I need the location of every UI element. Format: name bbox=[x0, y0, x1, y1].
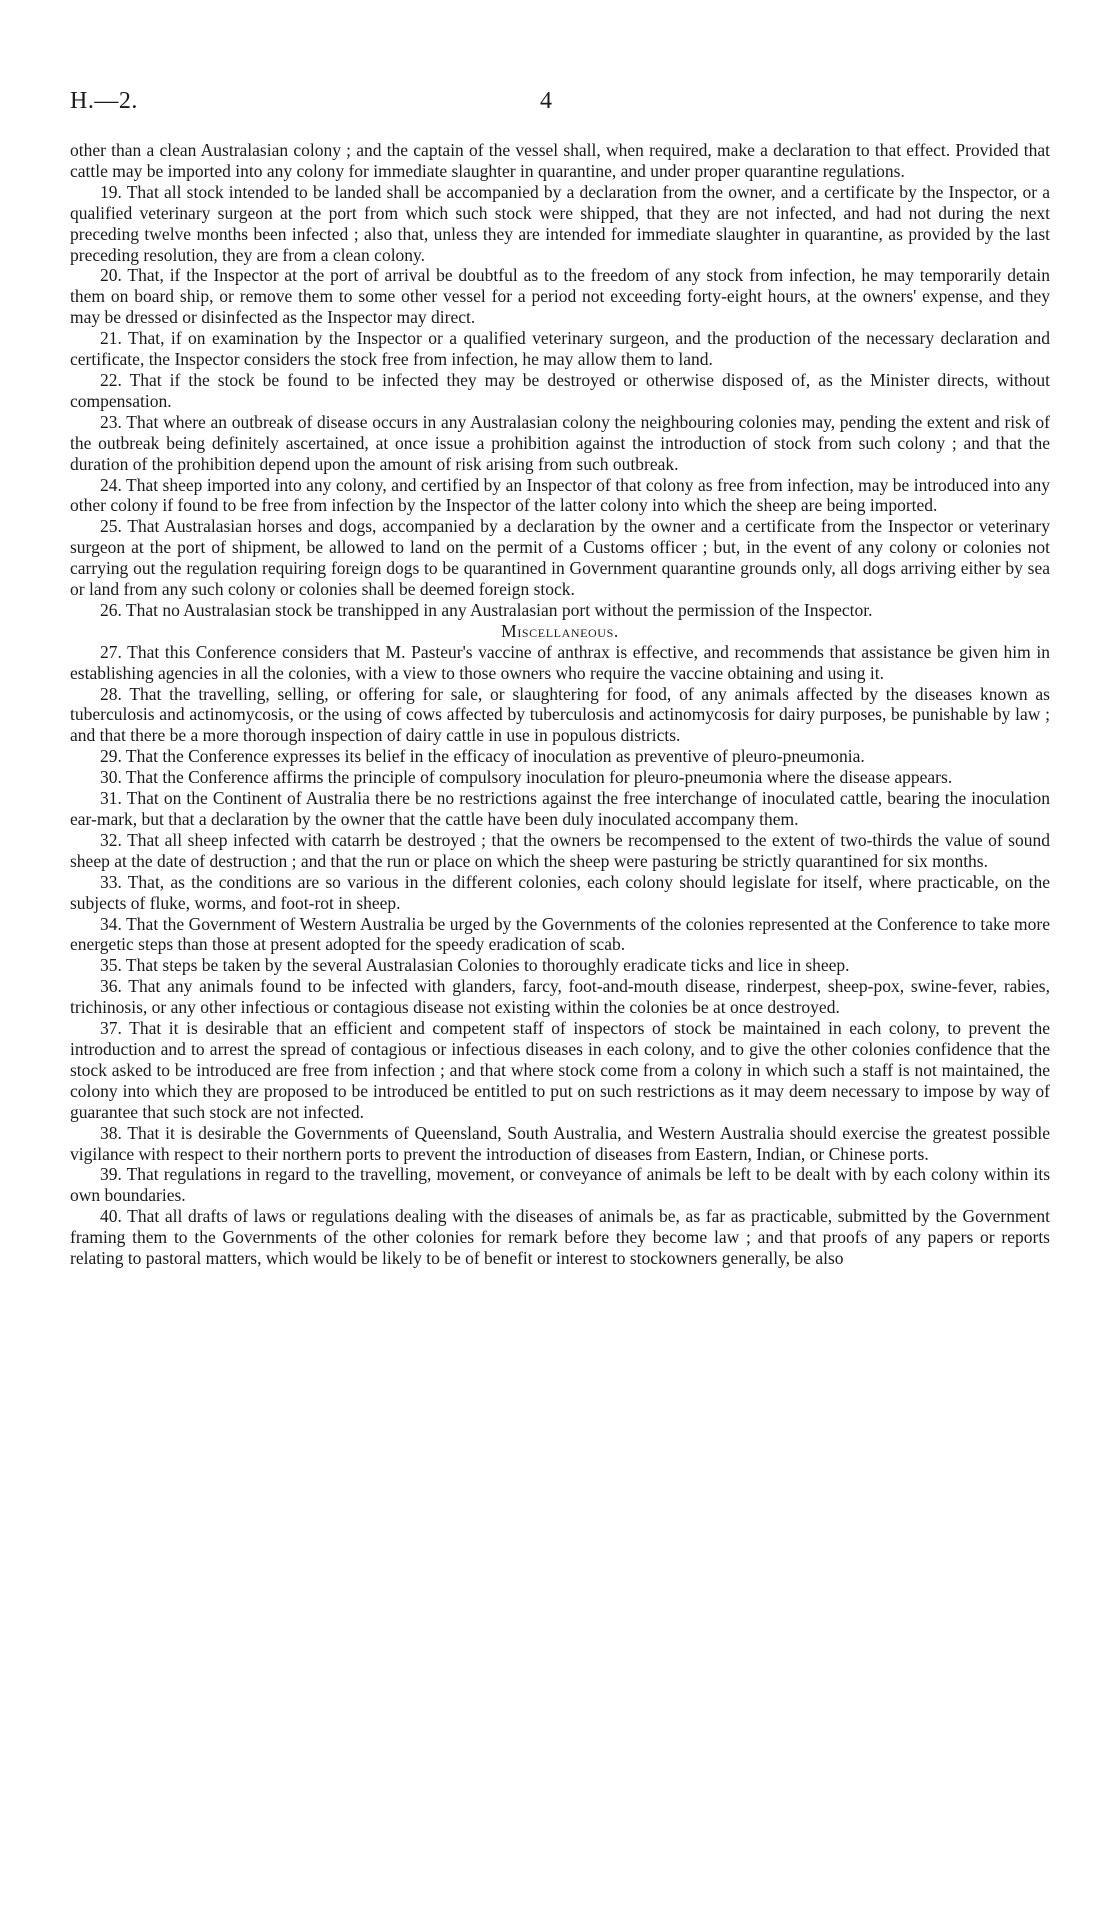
paragraph-continuation: other than a clean Australasian colony ; and the captain of the vessel shall, when required, make a declaration to that effect. Provided that cattle may be imported into any colony for immediate slaughter in quarantine, and under proper quarantine regulations. bbox=[70, 140, 1050, 181]
page-header bbox=[70, 88, 1050, 122]
resolution-38: 38. That it is desirable the Governments of Queensland, South Australia, and Western Australia should exercise the greatest possible vigilance with respect to their northern ports to prevent the introduction of diseases from Eastern, Indian, or Chinese ports. bbox=[70, 1122, 1050, 1164]
resolution-22: 22. That if the stock be found to be infected they may be destroyed or otherwise disposed of, as the Minister directs, without compensation. bbox=[70, 369, 1050, 411]
document-body bbox=[70, 140, 1050, 1269]
resolution-30: 30. That the Conference affirms the principle of compulsory inoculation for pleuro-pneumonia where the disease appears. bbox=[100, 767, 953, 788]
resolution-37: 37. That it is desirable that an efficient and competent staff of inspectors of stock be maintained in each colony, to prevent the introduction and to arrest the spread of contagious or infectious diseases in each colony, and to give the other colonies confidence that the stock asked to be introduced are free from infection ; and that where stock come from a colony in which such a staff is not maintained, the colony into which they are proposed to be introduced be entitled to put on such restrictions as it may deem necessary to impose by way of guarantee that such stock are not infected. bbox=[70, 1018, 1050, 1122]
resolution-25: 25. That Australasian horses and dogs, accompanied by a declaration by the owner and a certificate from the Inspector or veterinary surgeon at the port of shipment, be allowed to land on the permit of a Customs officer ; but, in the event of any colony or colonies not carrying out the regulation requiring foreign dogs to be quarantined in Government quarantine grounds only, all dogs arriving either by sea or land from any such colony or colonies shall be deemed foreign stock. bbox=[70, 516, 1050, 600]
page-number: 4 bbox=[540, 88, 552, 114]
resolution-32: 32. That all sheep infected with catarrh be destroyed ; that the owners be recompensed to the extent of two-thirds the value of sound sheep at the date of destruction ; and that the run or place on which the sheep were pasturing be strictly quarantined for six months. bbox=[70, 829, 1050, 871]
resolution-23: 23. That where an outbreak of disease occurs in any Australasian colony the neighbouring colonies may, pending the extent and risk of the outbreak being definitely ascertained, at once issue a prohibition against the introduction of stock from such colony ; and that the duration of the prohibition depend upon the amount of risk arising from such outbreak. bbox=[70, 411, 1050, 474]
resolution-35: 35. That steps be taken by the several Australasian Colonies to thoroughly eradicate ticks and lice in sheep. bbox=[100, 955, 850, 976]
resolution-27: 27. That this Conference considers that M. Pasteur's vaccine of anthrax is effective, and recommends that assistance be given him in establishing agencies in all the colonies, with a view to those owners who require the vaccine obtaining and using it. bbox=[70, 641, 1050, 683]
resolution-28: 28. That the travelling, selling, or offering for sale, or slaughtering for food, of any animals affected by the diseases known as tuberculosis and actinomycosis, or the using of cows affected by tuberculosis and actinomycosis for dairy purposes, be punishable by law ; and that there be a more thorough inspection of dairy cattle in use in populous districts. bbox=[70, 683, 1050, 746]
resolution-34: 34. That the Government of Western Australia be urged by the Governments of the colonies represented at the Conference to take more energetic steps than those at present adopted for the speedy eradication of scab. bbox=[70, 913, 1050, 955]
resolution-33: 33. That, as the conditions are so various in the different colonies, each colony should legislate for itself, where practicable, on the subjects of fluke, worms, and foot-rot in sheep. bbox=[70, 871, 1050, 913]
resolution-26: 26. That no Australasian stock be transhipped in any Australasian port without the permission of the Inspector. bbox=[100, 599, 873, 620]
resolution-20: 20. That, if the Inspector at the port of arrival be doubtful as to the freedom of any stock from infection, he may temporarily detain them on board ship, or remove them to some other vessel for a period not exceeding forty-eight hours, at the owners' expense, and they may be dressed or disinfected as the Inspector may direct. bbox=[70, 265, 1050, 328]
resolution-36: 36. That any animals found to be infected with glanders, farcy, foot-and-mouth disease, rinderpest, sheep-pox, swine-fever, rabies, trichinosis, or any other infectious or contagious disease not existing within the colonies be at once destroyed. bbox=[70, 976, 1050, 1018]
resolution-40: 40. That all drafts of laws or regulations dealing with the diseases of animals be, as far as practicable, submitted by the Government framing them to the Governments of the other colonies for remark before they become law ; and that proofs of any papers or reports relating to pastoral matters, which would be likely to be of benefit or interest to stockowners generally, be also bbox=[70, 1206, 1050, 1269]
section-heading-miscellaneous: Miscellaneous. bbox=[501, 620, 619, 641]
resolution-29: 29. That the Conference expresses its belief in the efficacy of inoculation as preventive of pleuro-pneumonia. bbox=[100, 746, 865, 767]
resolution-31: 31. That on the Continent of Australia there be no restrictions against the free interchange of inoculated cattle, bearing the inoculation ear-mark, but that a declaration by the owner that the cattle have been duly inoculated accompany them. bbox=[70, 788, 1050, 829]
resolution-21: 21. That, if on examination by the Inspector or a qualified veterinary surgeon, and the production of the necessary declaration and certificate, the Inspector considers the stock free from infection, he may allow them to land. bbox=[70, 328, 1050, 370]
resolution-39: 39. That regulations in regard to the travelling, movement, or conveyance of animals be left to be dealt with by each colony within its own boundaries. bbox=[70, 1164, 1050, 1206]
resolution-24: 24. That sheep imported into any colony, and certified by an Inspector of that colony as free from infection, may be introduced into any other colony if found to be free from infection by the Inspector of the latter colony into which the sheep are being imported. bbox=[70, 474, 1050, 516]
document-reference: H.—2. bbox=[70, 88, 138, 114]
resolution-19: 19. That all stock intended to be landed shall be accompanied by a declaration from the owner, and a certificate by the Inspector, or a qualified veterinary surgeon at the port from which such stock were shipped, that they are not infected, and had not during the next preceding twelve months been infected ; also that, unless they are intended for immediate slaughter in quarantine, as provided by the last preceding resolution, they are from a clean colony. bbox=[70, 181, 1050, 265]
